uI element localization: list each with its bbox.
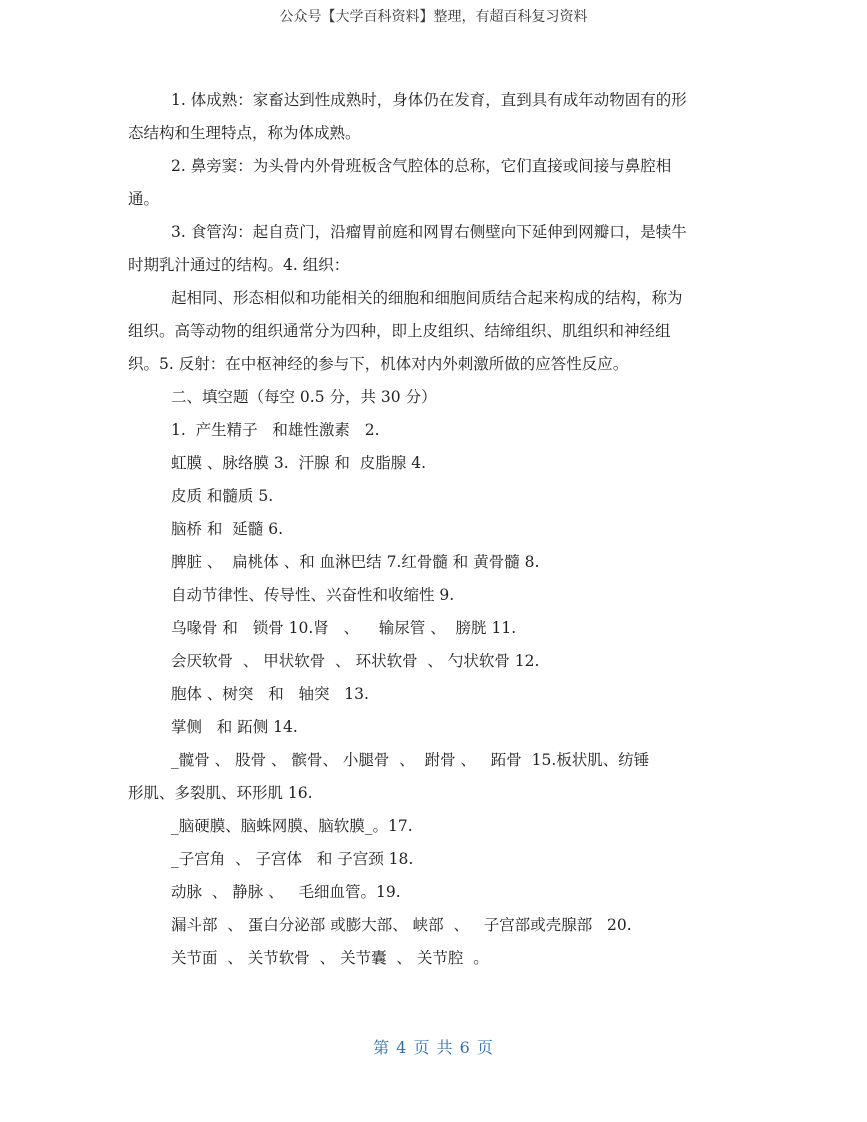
text-line: 二、填空题（每空 0.5 分，共 30 分） (171, 388, 437, 406)
text-line: 脑桥 和 延髓 6. (171, 520, 283, 538)
text-line: 织。5. 反射：在中枢神经的参与下，机体对内外刺激所做的应答性反应。 (128, 355, 629, 373)
text-line: _脑硬膜、脑蛛网膜、脑软膜_。17. (171, 817, 413, 835)
text-line: 关节面 、 关节软骨 、 关节囊 、 关节腔 。 (171, 949, 489, 967)
page-number: 第 4 页 共 6 页 (373, 1038, 494, 1057)
text-line: 通。 (128, 190, 160, 208)
text-line: 胞体 、树突 和 轴突 13. (171, 685, 369, 703)
text-line: 自动节律性、传导性、兴奋性和收缩性 9. (171, 586, 455, 604)
text-line: 漏斗部 、 蛋白分泌部 或膨大部、 峡部 、 子宫部或壳腺部 20. (171, 916, 632, 934)
text-line: 形肌、多裂肌、环形肌 16. (128, 784, 313, 802)
text-line: 虹膜 、脉络膜 3. 汗腺 和 皮脂腺 4. (171, 454, 426, 472)
text-line: 脾脏 、 扁桃体 、和 血淋巴结 7.红骨髓 和 黄骨髓 8. (171, 553, 540, 571)
text-line: 组织。高等动物的组织通常分为四种，即上皮组织、结缔组织、肌组织和神经组 (128, 322, 671, 340)
text-line: _子宫角 、 子宫体 和 子宫颈 18. (171, 850, 414, 868)
text-line: 2. 鼻旁窦：为头骨内外骨班板含气腔体的总称，它们直接或间接与鼻腔相 (171, 157, 672, 175)
text-line: 1. 体成熟：家畜达到性成熟时，身体仍在发育，直到具有成年动物固有的形 (171, 91, 687, 109)
text-line: 会厌软骨 、 甲状软骨 、 环状软骨 、 勺状软骨 12. (171, 652, 540, 670)
text-line: 皮质 和髓质 5. (171, 487, 274, 505)
text-line: 起相同、形态相似和功能相关的细胞和细胞间质结合起来构成的结构，称为 (171, 289, 683, 307)
text-line: 1. 产生精子 和雄性激素 2. (171, 421, 380, 439)
page-header: 公众号【大学百科资料】整理，有超百科复习资料 (279, 9, 588, 25)
text-line: 掌侧 和 跖侧 14. (171, 718, 298, 736)
text-line: _髋骨 、 股骨 、 髌骨、 小腿骨 、 跗骨 、 跖骨 15.板状肌、纺锤 (171, 751, 650, 769)
document-body (128, 84, 740, 975)
text-line: 态结构和生理特点，称为体成熟。 (128, 124, 361, 142)
text-line: 时期乳汁通过的结构。4. 组织： (128, 256, 350, 274)
text-line: 3. 食管沟：起自贲门，沿瘤胃前庭和网胃右侧壁向下延伸到网瓣口，是犊牛 (171, 223, 687, 241)
text-line: 乌喙骨 和 锁骨 10.肾 、 输尿管 、 膀胱 11. (171, 619, 517, 637)
text-line: 动脉 、 静脉 、 毛细血管。19. (171, 883, 401, 901)
